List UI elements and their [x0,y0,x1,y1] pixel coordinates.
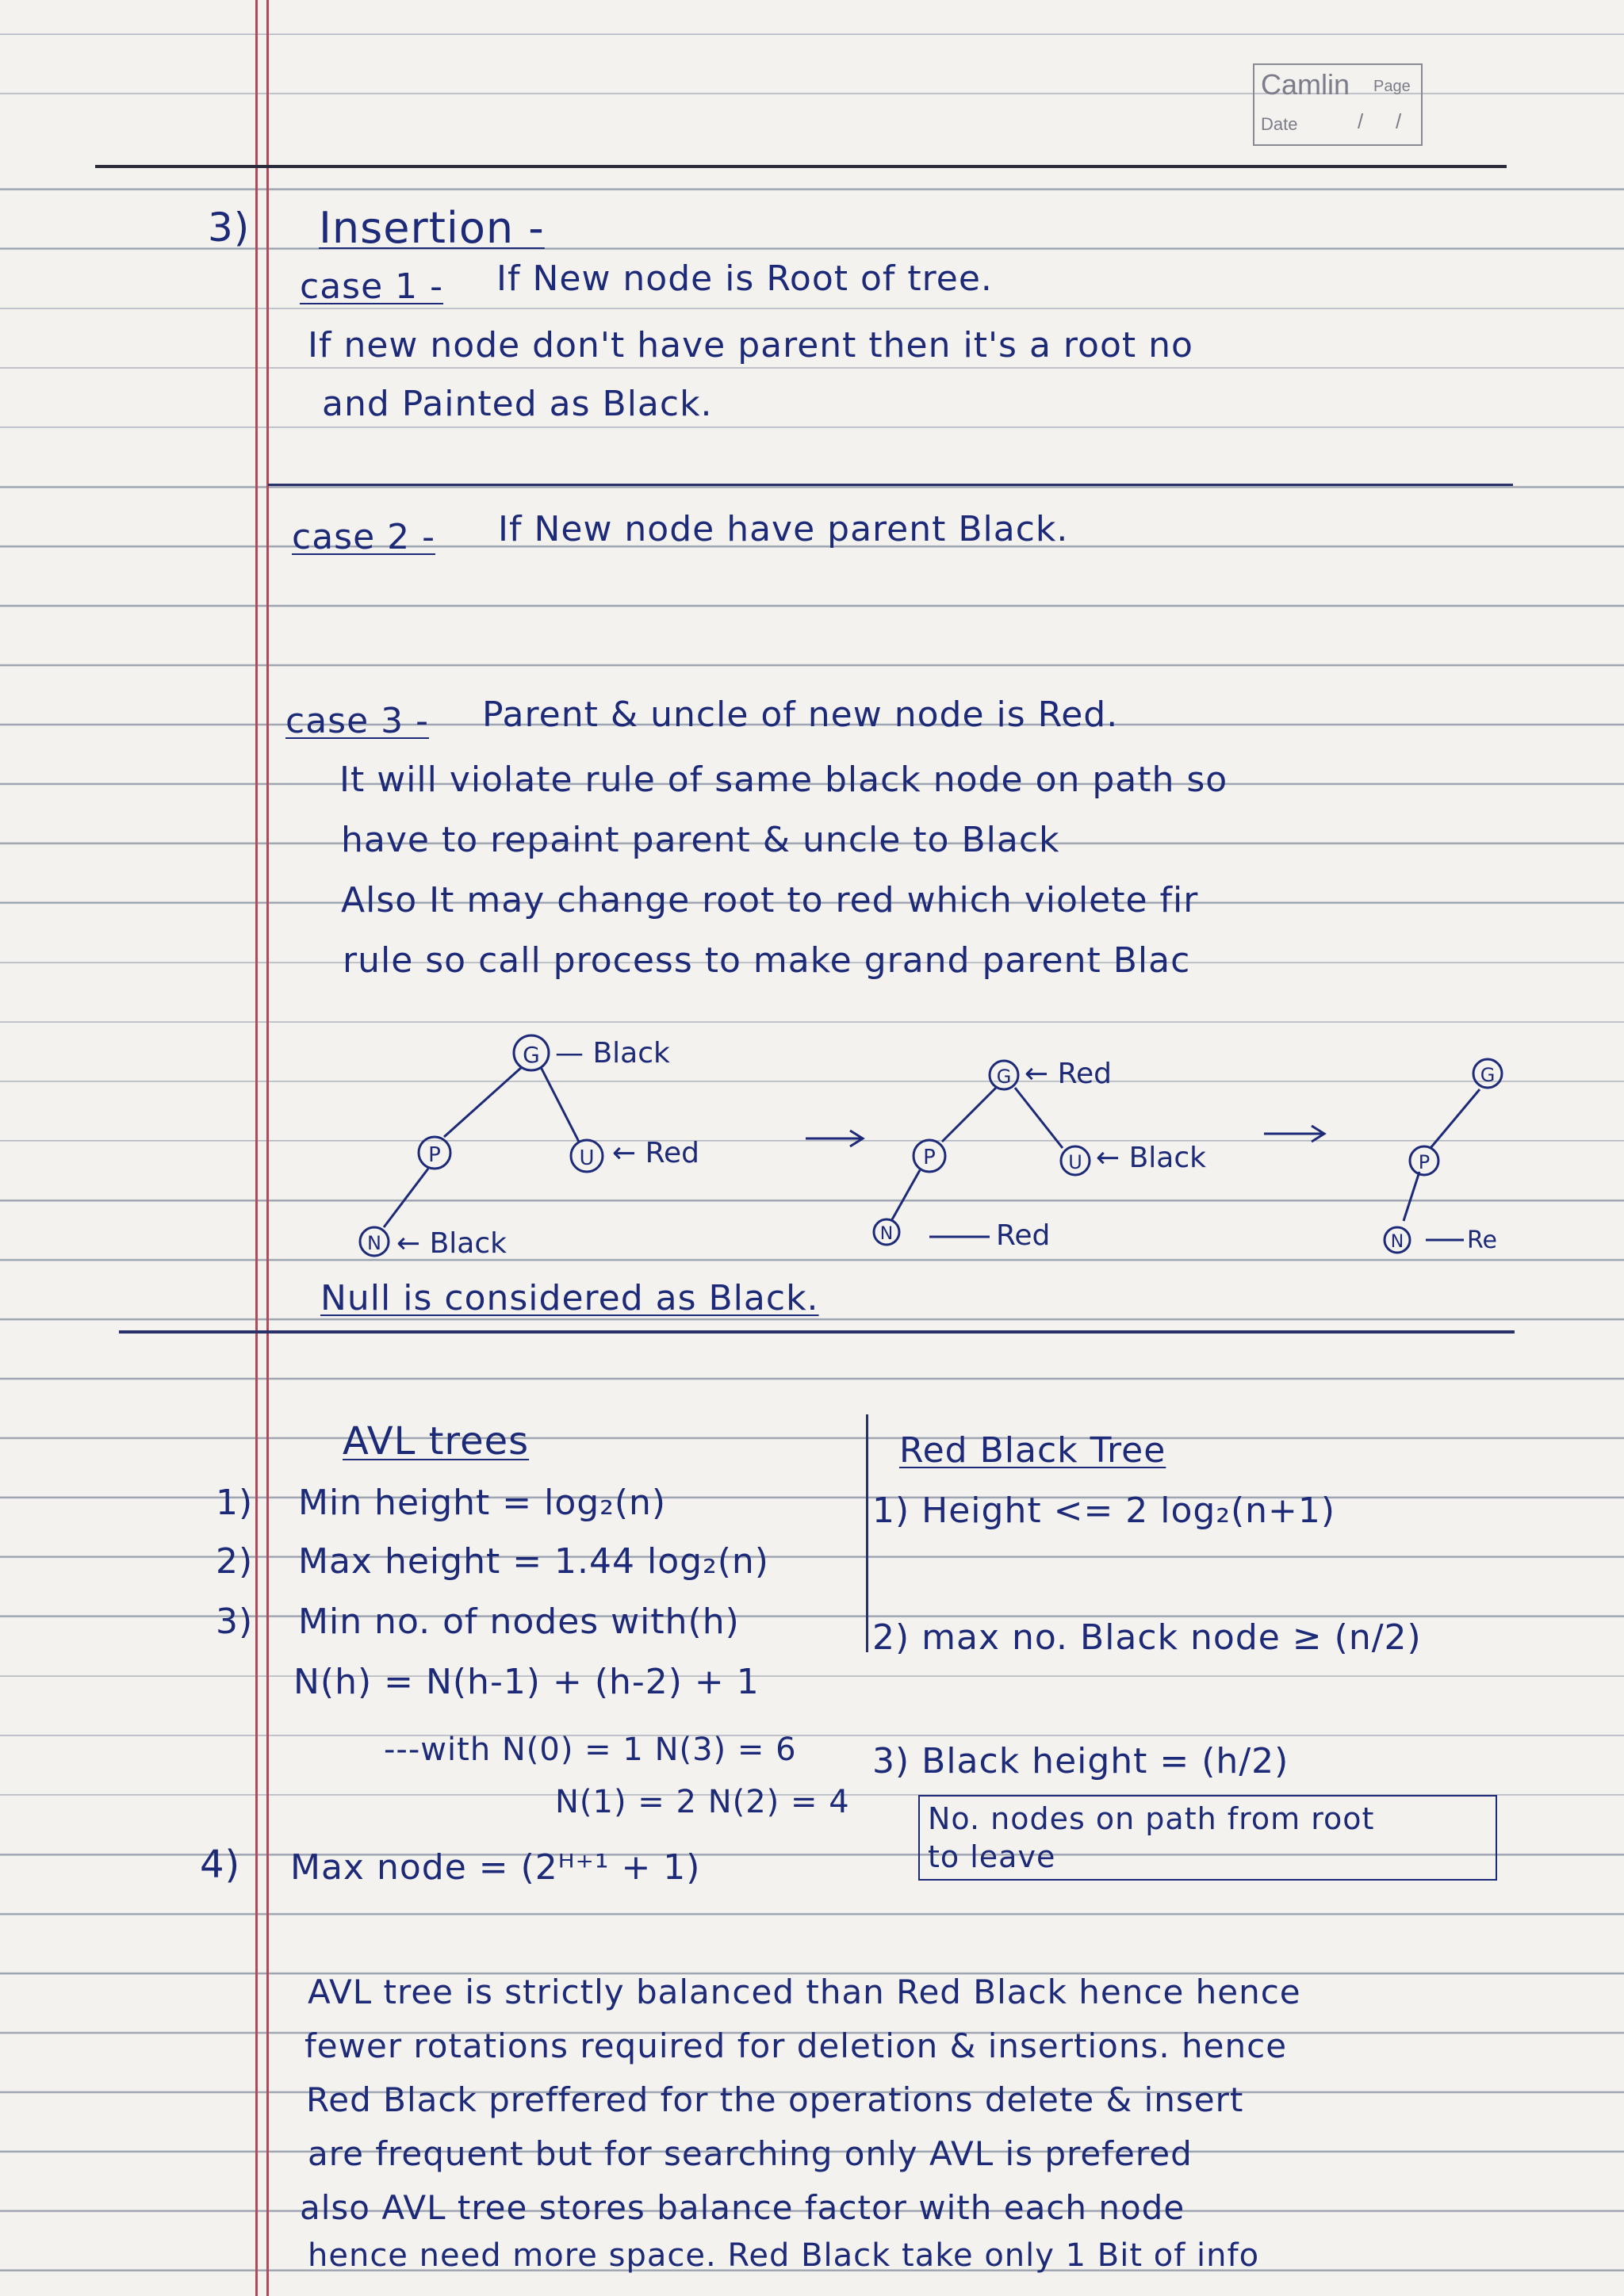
rb-item: 2) max no. Black node ≥ (n/2) [872,1617,1422,1658]
case1-label: case 1 - [300,266,443,307]
node-label: G [1480,1064,1496,1086]
case1-line: and Painted as Black. [322,384,713,424]
case3-line: Also It may change root to red which violete fir [341,880,1199,920]
case1-line: If new node don't have parent then it's a root no [308,325,1193,365]
node-label: P [428,1143,441,1167]
tree-edge [1015,1088,1063,1148]
color-label: ← Black [1096,1142,1207,1174]
node-label: G [523,1042,540,1068]
rb-item: 3) Black height = (h/2) [872,1741,1289,1781]
tree-edge [1431,1089,1480,1148]
node-label: N [367,1232,381,1254]
avl-base-case: ---with N(0) = 1 N(3) = 6 [384,1732,797,1768]
rb-note: to leave [928,1839,1056,1874]
node-label: P [923,1146,936,1169]
avl-item-number: 2) [216,1541,254,1582]
column-divider [866,1414,868,1652]
avl-base-case: N(1) = 2 N(2) = 4 [555,1784,850,1820]
conclusion-line: also AVL tree stores balance factor with each node [300,2188,1185,2227]
node-label: U [1068,1151,1082,1173]
tree-edge [541,1067,579,1142]
case3-line: have to repaint parent & uncle to Black [341,820,1060,860]
conclusion-line: Red Black preffered for the operations delete & insert [306,2080,1244,2119]
null-note: Null is considered as Black. [320,1278,819,1318]
rb-note: No. nodes on path from root [928,1801,1375,1836]
section-title: Insertion - [319,203,545,253]
avl-item: Min height = log₂(n) [298,1483,667,1523]
tree-edge [384,1169,428,1227]
rb-item: 1) Height <= 2 log₂(n+1) [872,1490,1336,1531]
case3-label: case 3 - [285,701,429,741]
section-separator [119,1330,1515,1334]
node-label: P [1418,1151,1431,1173]
case3-title: Parent & uncle of new node is Red. [482,695,1119,735]
node-label: G [996,1066,1012,1088]
section-number: 3) [208,205,251,251]
date-label: Date [1261,114,1298,134]
brand-name: Camlin [1261,68,1350,101]
avl-item: Min no. of nodes with(h) [298,1601,740,1642]
color-label: ← Red [1025,1058,1113,1090]
tree-edge [891,1170,920,1221]
case2-label: case 2 - [292,517,435,557]
tree-edge [942,1088,996,1142]
conclusion-line: AVL tree is strictly balanced than Red Black hence hence [308,1973,1301,2011]
page-label: Page [1373,78,1411,95]
color-label: Re [1467,1226,1497,1254]
date-separator: / [1358,109,1364,133]
conclusion-line: hence need more space. Red Black take only 1 Bit of info [308,2237,1260,2274]
color-label: — Black [555,1037,670,1070]
node-label: U [579,1146,595,1170]
case2-text: If New node have parent Black. [498,509,1069,549]
avl-recurrence: N(h) = N(h-1) + (h-2) + 1 [293,1662,760,1702]
case3-line: It will violate rule of same black node on path so [339,760,1228,800]
date-separator: / [1396,109,1402,133]
conclusion-line: are frequent but for searching only AVL is prefered [308,2134,1193,2173]
avl-item-number: 1) [216,1483,254,1523]
avl-title: AVL trees [343,1419,530,1464]
avl-item: Max height = 1.44 log₂(n) [298,1541,769,1582]
rb-title: Red Black Tree [899,1430,1166,1471]
color-label: ← Red [612,1137,700,1169]
case1-title: If New node is Root of tree. [496,258,993,299]
conclusion-line: fewer rotations required for deletion & insertions. hence [304,2026,1288,2065]
color-label: ← Black [396,1227,508,1260]
tree-edge [444,1067,522,1137]
node-label: N [879,1224,894,1244]
avl-item-number: 4) [200,1843,241,1887]
tree-edge [1404,1172,1419,1221]
avl-item: Max node = (2ᴴ⁺¹ + 1) [290,1847,701,1888]
case3-line: rule so call process to make grand parent Blac [343,940,1191,981]
avl-item-number: 3) [216,1601,254,1642]
color-label: Red [996,1219,1051,1252]
node-label: N [1390,1232,1404,1252]
